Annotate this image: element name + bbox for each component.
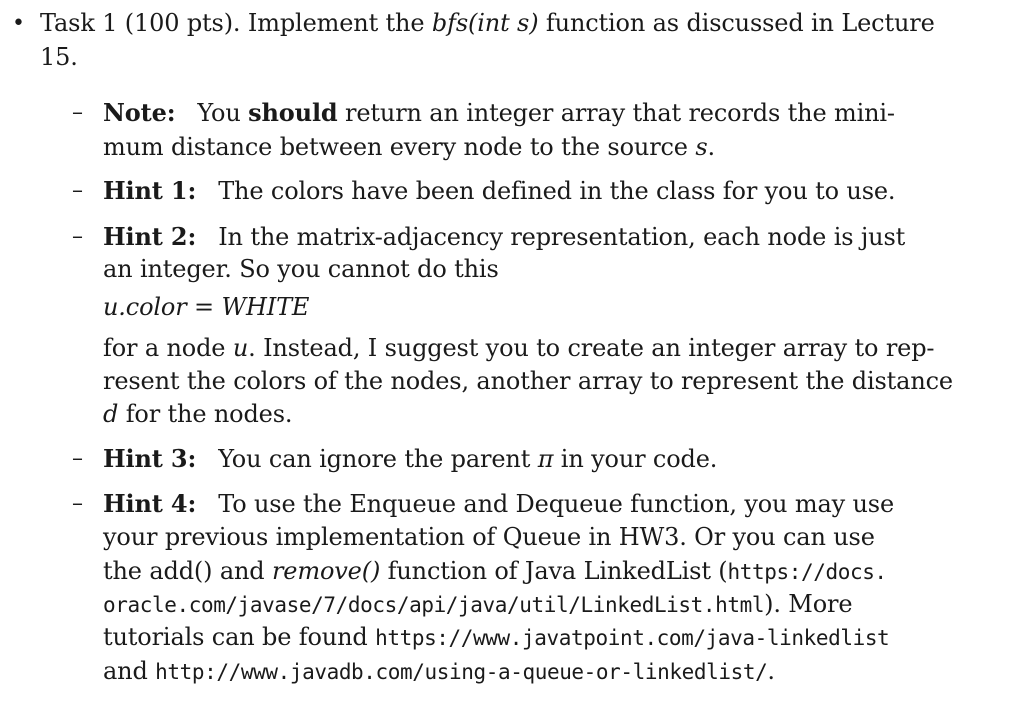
hint4-text-1: To use the Enqueue and Dequeue function, you may use	[218, 490, 895, 518]
hint4-url-oracle-part2[interactable]: oracle.com/javase/7/docs/api/java/util/LinkedList.html	[103, 593, 765, 617]
task-bullet: •	[12, 11, 25, 36]
hint2-text-5: for the nodes.	[118, 400, 293, 428]
hint2-line-3	[103, 333, 934, 363]
hint2-text-1: In the matrix-adjacency representation, each node is just	[218, 223, 906, 251]
task-function-name: bfs(int s)	[431, 9, 539, 37]
hint3-line-1	[103, 444, 717, 474]
note-text-2: return an integer array that records the mini-	[337, 99, 895, 127]
hint2-formula: u.color = WHITE	[103, 293, 310, 321]
hint3-text-1: You can ignore the parent	[218, 445, 538, 473]
hint4-line-3	[103, 556, 887, 587]
hint2-line-1	[103, 222, 905, 252]
note-text-1: You	[197, 99, 249, 127]
task-line-2: 15.	[40, 43, 78, 71]
note-line-1	[103, 98, 895, 128]
hint4-text-3b: function of Java LinkedList (	[380, 557, 728, 585]
hint4-dash: –	[72, 491, 83, 516]
hint4-label: Hint 4:	[103, 489, 197, 518]
hint4-text-4: ). More	[764, 590, 853, 618]
task-text-2: function as discussed in Lecture	[538, 9, 935, 37]
hint4-line-4	[103, 589, 852, 620]
hint4-url-javatpoint[interactable]: https://www.javatpoint.com/java-linkedlist	[375, 626, 890, 650]
hint4-text-3a: the add() and	[103, 557, 272, 585]
task-text-1: Task 1 (100 pts). Implement the	[40, 9, 432, 37]
hint3-label: Hint 3:	[103, 444, 197, 473]
hint4-text-7: .	[767, 657, 775, 685]
note-dash: –	[72, 100, 83, 125]
note-should: should	[248, 98, 338, 127]
note-line-2	[103, 132, 715, 162]
hint4-remove-fn: remove()	[271, 557, 381, 585]
hint1-dash: –	[72, 178, 83, 203]
hint1-text: The colors have been defined in the class for you to use.	[218, 177, 896, 205]
hint2-distance-d: d	[103, 400, 119, 428]
hint3-dash: –	[72, 446, 83, 471]
hint4-url-javadb[interactable]: http://www.javadb.com/using-a-queue-or-linkedlist/	[155, 660, 768, 684]
hint1-line-1	[103, 176, 895, 206]
hint4-text-6: and	[103, 657, 156, 685]
hint2-line-5	[103, 399, 292, 429]
hint4-url-oracle-part1[interactable]: https://docs.	[727, 560, 887, 584]
hint2-line-4: resent the colors of the nodes, another array to represent the distance	[103, 367, 953, 395]
hint4-line-6	[103, 656, 775, 687]
hint2-text-3a: for a node	[103, 334, 233, 362]
hint2-node-u: u	[232, 334, 249, 362]
hint4-line-5	[103, 622, 889, 653]
hint2-dash: –	[72, 224, 83, 249]
hint2-line-2: an integer. So you cannot do this	[103, 255, 499, 283]
hint2-text-3b: . Instead, I suggest you to create an integer array to rep-	[248, 334, 935, 362]
note-text-3: mum distance between every node to the source	[103, 133, 696, 161]
task-line-1	[40, 8, 935, 38]
hint2-label: Hint 2:	[103, 222, 197, 251]
hint3-pi: π	[537, 445, 554, 473]
note-source-s: s	[695, 133, 708, 161]
hint4-line-2: your previous implementation of Queue in HW3. Or you can use	[103, 523, 875, 551]
hint1-label: Hint 1:	[103, 176, 197, 205]
note-text-4: .	[707, 133, 715, 161]
hint4-line-1	[103, 489, 894, 519]
note-label: Note:	[103, 98, 176, 127]
hint4-text-5: tutorials can be found	[103, 623, 376, 651]
hint3-text-2: in your code.	[553, 445, 718, 473]
